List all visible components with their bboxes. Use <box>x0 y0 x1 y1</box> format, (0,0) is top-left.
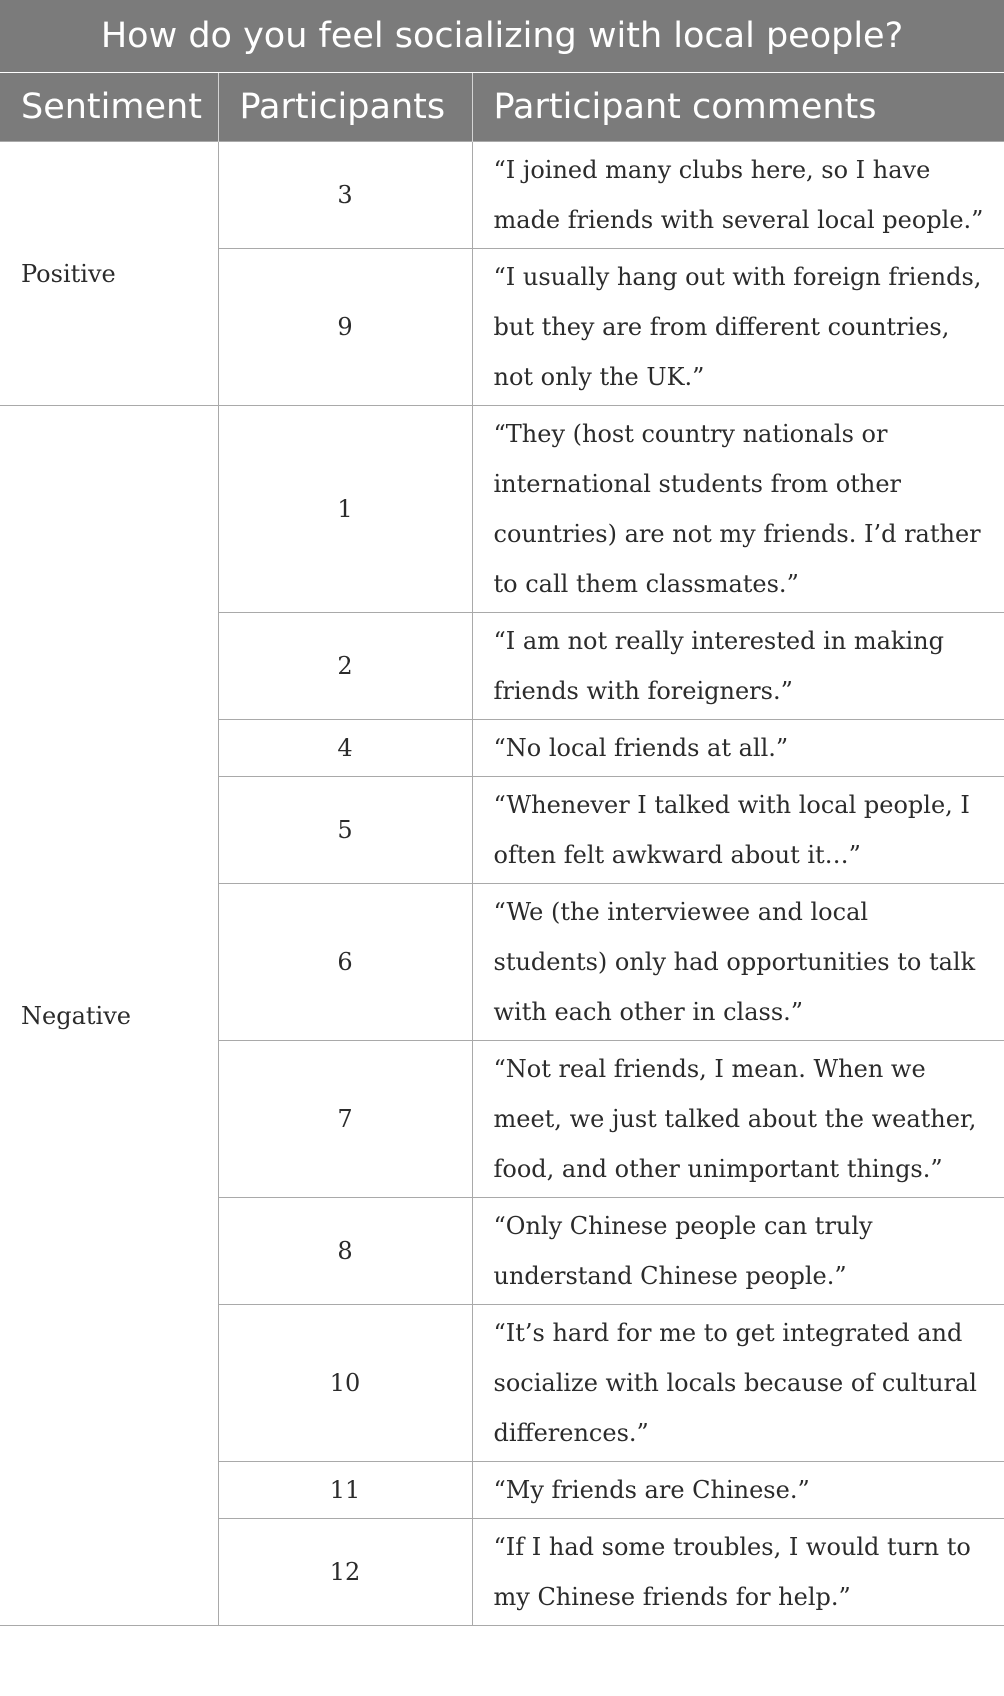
header-participants: Participants <box>218 73 472 142</box>
participant-number: 3 <box>218 142 472 249</box>
table-row <box>0 406 1004 613</box>
participant-number: 11 <box>218 1462 472 1519</box>
participant-number: 5 <box>218 777 472 884</box>
participant-comment: “No local friends at all.” <box>472 720 1004 777</box>
participant-number: 12 <box>218 1519 472 1626</box>
participant-number: 9 <box>218 249 472 406</box>
participant-comment: “It’s hard for me to get integrated and socialize with locals because of cultural differences.” <box>472 1305 1004 1462</box>
header-participant-comments: Participant comments <box>472 73 1004 142</box>
participant-comment: “Whenever I talked with local people, I often felt awkward about it…” <box>472 777 1004 884</box>
participant-comment: “Only Chinese people can truly understand Chinese people.” <box>472 1198 1004 1305</box>
participant-comment: “They (host country nationals or international students from other countries) are not my friends. I’d rather to call them classmates.” <box>472 406 1004 613</box>
participant-comment: “I am not really interested in making friends with foreigners.” <box>472 613 1004 720</box>
participant-comment: “Not real friends, I mean. When we meet, we just talked about the weather, food, and other unimportant things.” <box>472 1041 1004 1198</box>
participant-number: 6 <box>218 884 472 1041</box>
sentiment-negative: Negative <box>0 406 218 1626</box>
participant-comment: “We (the interviewee and local students) only had opportunities to talk with each other in class.” <box>472 884 1004 1041</box>
table-row <box>0 142 1004 249</box>
participant-comment: “My friends are Chinese.” <box>472 1462 1004 1519</box>
participant-number: 8 <box>218 1198 472 1305</box>
participant-number: 1 <box>218 406 472 613</box>
table-title: How do you feel socializing with local people? <box>0 0 1004 73</box>
participant-number: 10 <box>218 1305 472 1462</box>
participant-number: 2 <box>218 613 472 720</box>
participant-comment: “If I had some troubles, I would turn to my Chinese friends for help.” <box>472 1519 1004 1626</box>
participant-number: 7 <box>218 1041 472 1198</box>
header-sentiment: Sentiment <box>0 73 218 142</box>
participant-comment: “I joined many clubs here, so I have made friends with several local people.” <box>472 142 1004 249</box>
participant-number: 4 <box>218 720 472 777</box>
sentiment-positive: Positive <box>0 142 218 406</box>
participant-comment: “I usually hang out with foreign friends, but they are from different countries, not only the UK.” <box>472 249 1004 406</box>
